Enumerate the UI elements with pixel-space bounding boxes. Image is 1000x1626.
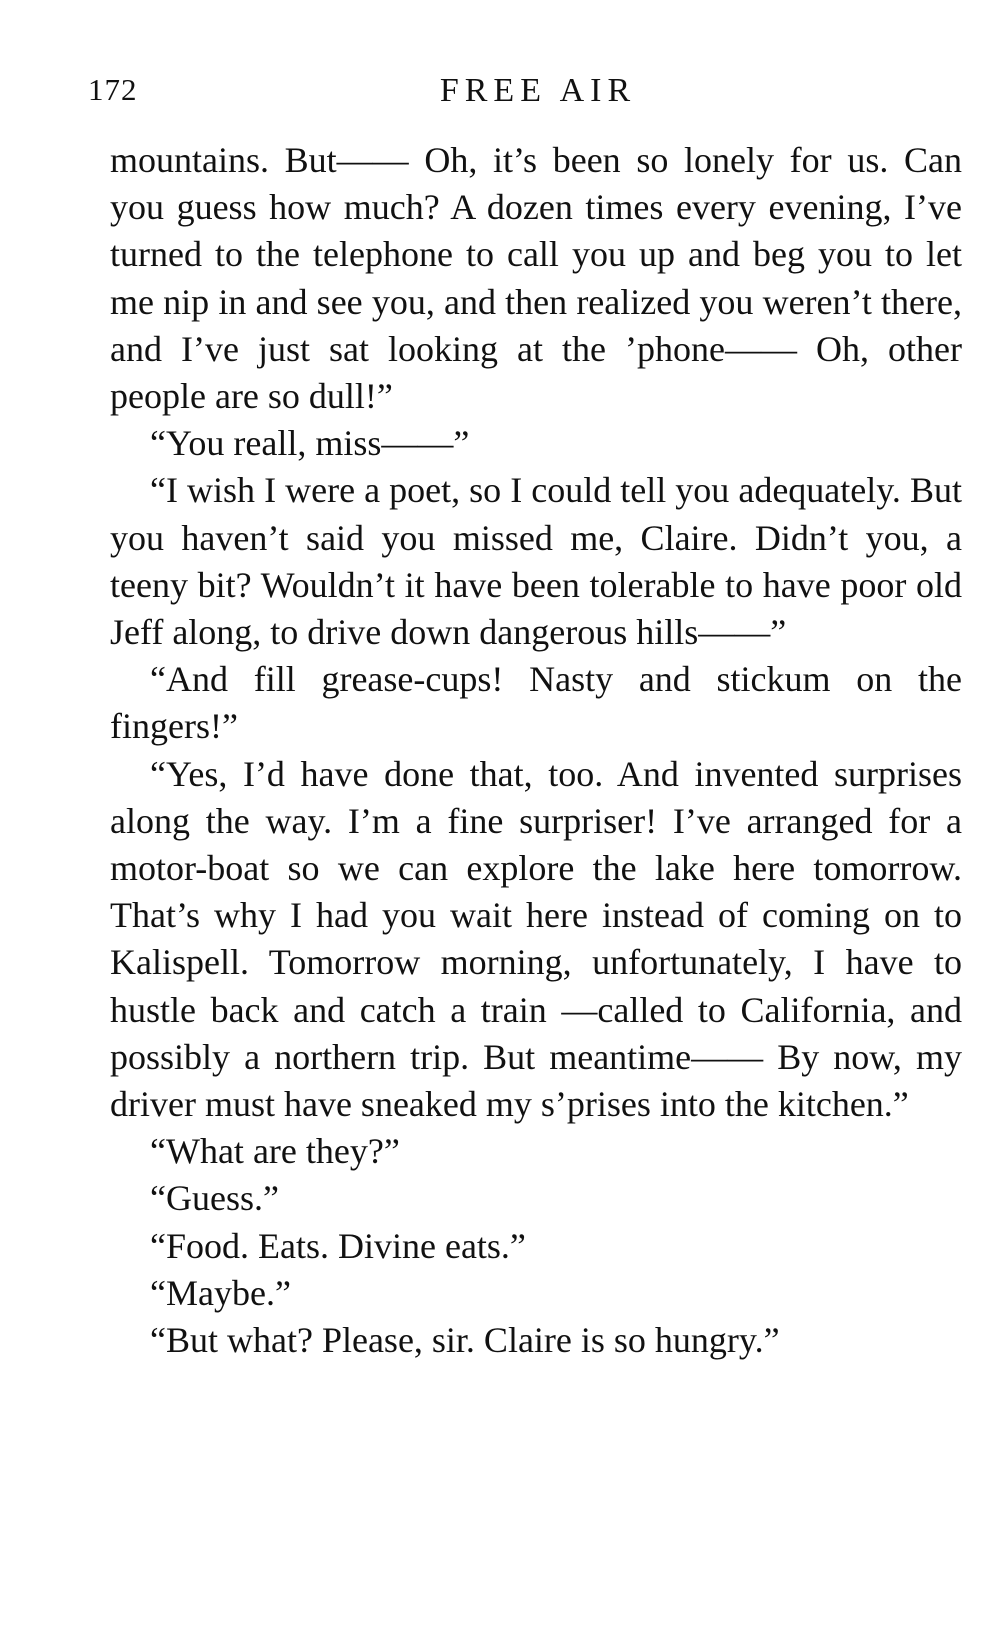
paragraph: “What are they?” — [150, 1131, 400, 1172]
paragraph: “But what? Please, sir. Claire is so hungry.” — [150, 1320, 780, 1361]
page-number: 172 — [88, 72, 138, 107]
paragraph: “Maybe.” — [150, 1272, 291, 1313]
book-title: FREE AIR — [439, 72, 637, 109]
body-text — [110, 137, 962, 1364]
paragraph: mountains. But—— Oh, it’s been so lonely for us. Can you guess how much? A dozen times every evening, I’ve turned to the telephone to call you up and beg you to let me nip in and see you, and then realized you weren’t there, and I’ve just sat looking at the ’phone—— Oh, other people are so dull!” — [110, 140, 962, 417]
paragraph: “And fill grease-cups! Nasty and stickum on the fingers!” — [110, 659, 962, 747]
paragraph: “Guess.” — [150, 1178, 279, 1219]
paragraph: “You reall, miss——” — [150, 423, 470, 464]
paragraph: “I wish I were a poet, so I could tell you adequately. But you haven’t said you missed me, Claire. Didn’t you, a teeny bit? Wouldn’t it have been tolerable to have poor old Jeff along, to drive down dangerous hills——” — [110, 470, 962, 653]
running-head — [88, 72, 948, 116]
paragraph: “Yes, I’d have done that, too. And invented surprises along the way. I’m a fine surpriser! I’ve arranged for a motor-boat so we can explore the lake here tomorrow. That’s why I had you wait here instead of coming on to Kalispell. Tomorrow morning, unfortunately, I have to hustle back and catch a train —called to California, and possibly a northern trip. But meantime—— By now, my driver must have sneaked my s’prises into the kitchen.” — [110, 753, 962, 1125]
paragraph: “Food. Eats. Divine eats.” — [150, 1225, 526, 1266]
